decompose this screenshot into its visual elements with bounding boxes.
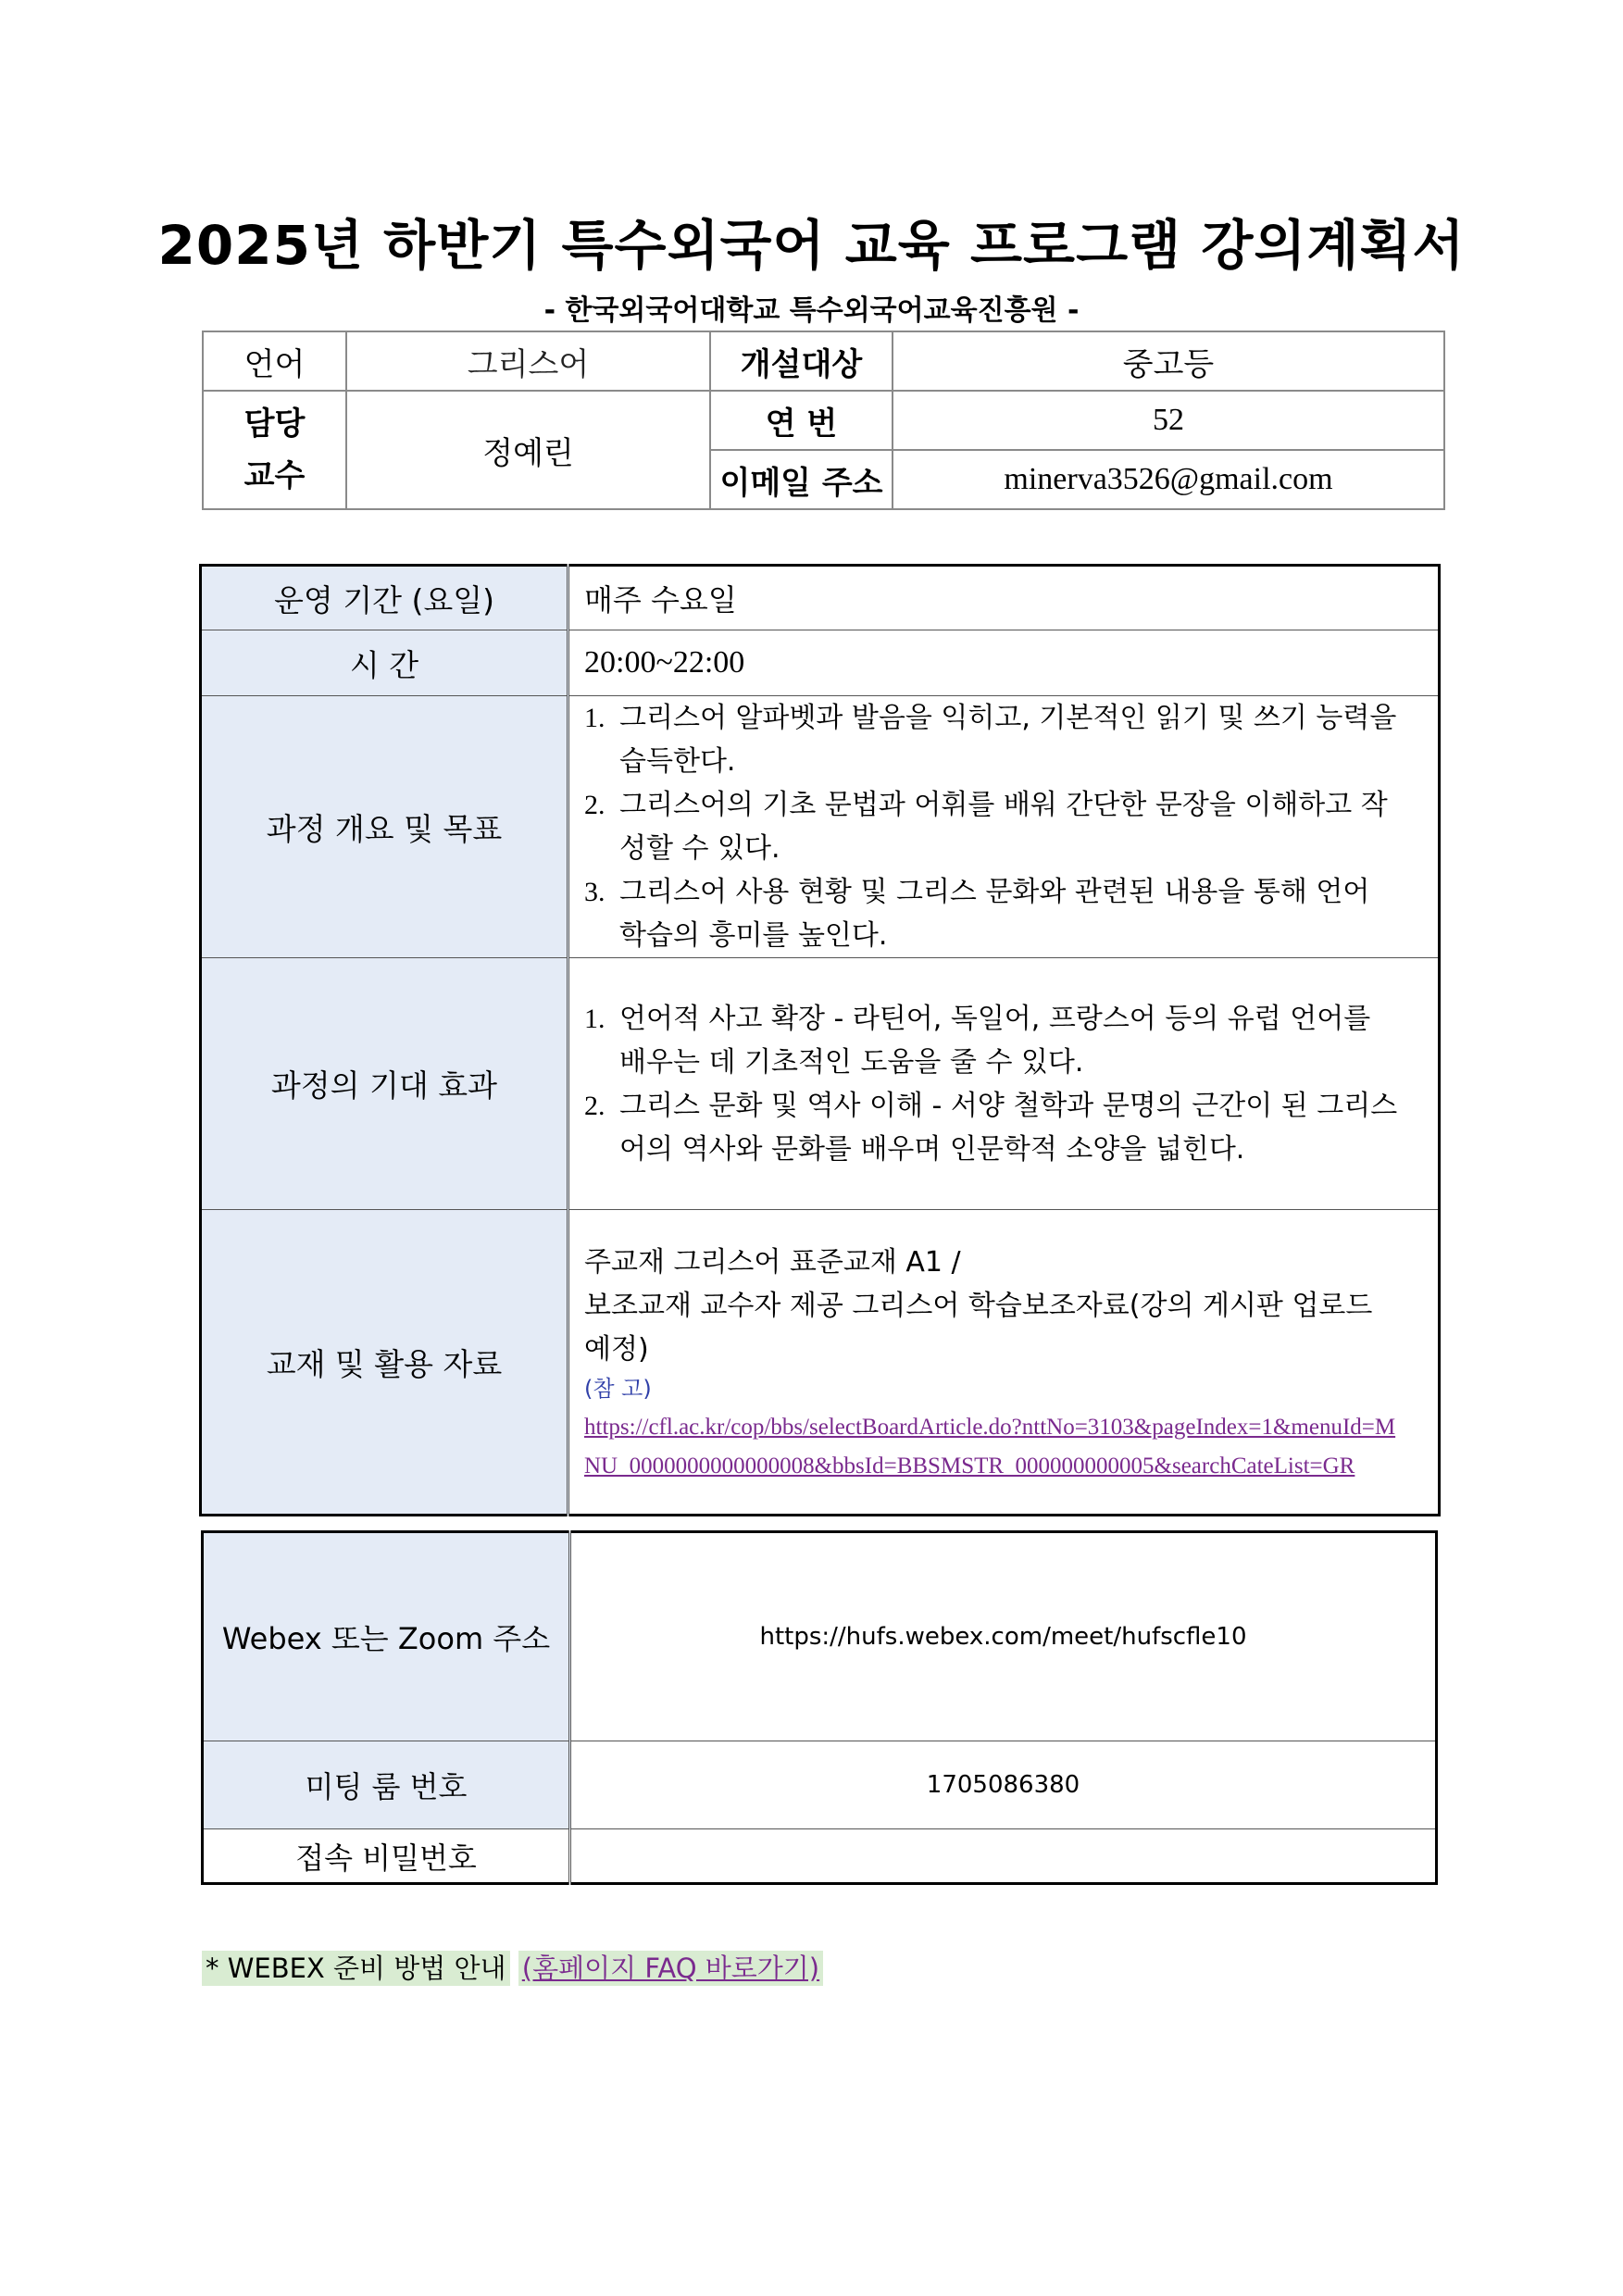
period-label: 운영 기간 (요일)	[201, 566, 568, 630]
overview-item: 3. 그리스어 사용 현황 및 그리스 문화와 관련된 내용을 통해 언어 학습의 흥미를 높인다.	[584, 876, 1370, 952]
serial-label: 연 번	[710, 391, 893, 450]
serial-value: 52	[893, 391, 1444, 450]
webex-note-text: * WEBEX 준비 방법 안내	[202, 1951, 510, 1986]
overview-label: 과정 개요 및 목표	[201, 696, 568, 958]
time-value: 20:00~22:00	[568, 630, 1440, 696]
language-label: 언어	[203, 331, 346, 391]
target-value: 중고등	[893, 331, 1444, 391]
period-value: 매주 수요일	[568, 566, 1440, 630]
overview-item: 1. 그리스어 알파벳과 발음을 익히고, 기본적인 읽기 및 쓰기 능력을 습득한다.	[584, 702, 1397, 778]
email-value: minerva3526@gmail.com	[893, 450, 1444, 509]
professor-label-line1: 담당	[243, 406, 306, 443]
overview-item: 2. 그리스어의 기초 문법과 어휘를 배워 간단한 문장을 이해하고 작성할 수 있다.	[584, 789, 1388, 865]
effect-list	[584, 997, 1401, 1171]
page-title: 2025년 하반기 특수외국어 교육 프로그램 강의계획서	[157, 214, 1466, 277]
effect-cell	[568, 958, 1440, 1210]
materials-label: 교재 및 활용 자료	[201, 1210, 568, 1516]
page-subtitle: - 한국외국어대학교 특수외국어교육진흥원 -	[543, 294, 1080, 327]
room-value: 1705086380	[570, 1741, 1437, 1829]
overview-list	[584, 696, 1401, 957]
effect-label: 과정의 기대 효과	[201, 958, 568, 1210]
password-value	[570, 1829, 1437, 1884]
info-table	[202, 331, 1445, 510]
materials-main: 주교재 그리스어 표준교재 A1 /	[584, 1245, 961, 1279]
reference-label: (참 고)	[584, 1375, 652, 1402]
reference-link[interactable]: https://cfl.ac.kr/cop/bbs/selectBoardArticle.do?nttNo=3103&pageIndex=1&menuId=MNU_0000000000000008&bbsId=BBSMSTR_000000000005&searchCateList=GR	[584, 1414, 1396, 1479]
course-table	[199, 564, 1441, 1516]
effect-item: 1. 언어적 사고 확장 - 라틴어, 독일어, 프랑스어 등의 유럽 언어를 배우는 데 기초적인 도움을 줄 수 있다.	[584, 1002, 1371, 1079]
address-value[interactable]: https://hufs.webex.com/meet/hufscfle10	[570, 1532, 1437, 1741]
email-label: 이메일 주소	[710, 450, 893, 509]
target-label: 개설대상	[710, 331, 893, 391]
overview-cell	[568, 696, 1440, 958]
effect-item: 2. 그리스 문화 및 역사 이해 - 서양 철학과 문명의 근간이 된 그리스어의 역사와 문화를 배우며 인문학적 소양을 넓힌다.	[584, 1089, 1398, 1166]
professor-value: 정예린	[346, 391, 710, 509]
materials-cell	[568, 1210, 1440, 1516]
password-label: 접속 비밀번호	[203, 1829, 570, 1884]
room-label: 미팅 룸 번호	[203, 1741, 570, 1829]
webex-note	[202, 1948, 823, 1986]
address-label: Webex 또는 Zoom 주소	[203, 1532, 570, 1741]
meeting-table	[201, 1530, 1438, 1885]
professor-label-line2: 교수	[243, 457, 306, 494]
professor-label	[203, 391, 346, 509]
time-label: 시 간	[201, 630, 568, 696]
materials-sub: 보조교재 교수자 제공 그리스어 학습보조자료(강의 게시판 업로드 예정)	[584, 1289, 1373, 1366]
faq-link[interactable]: (홈페이지 FAQ 바로가기)	[518, 1951, 823, 1986]
language-value: 그리스어	[346, 331, 710, 391]
